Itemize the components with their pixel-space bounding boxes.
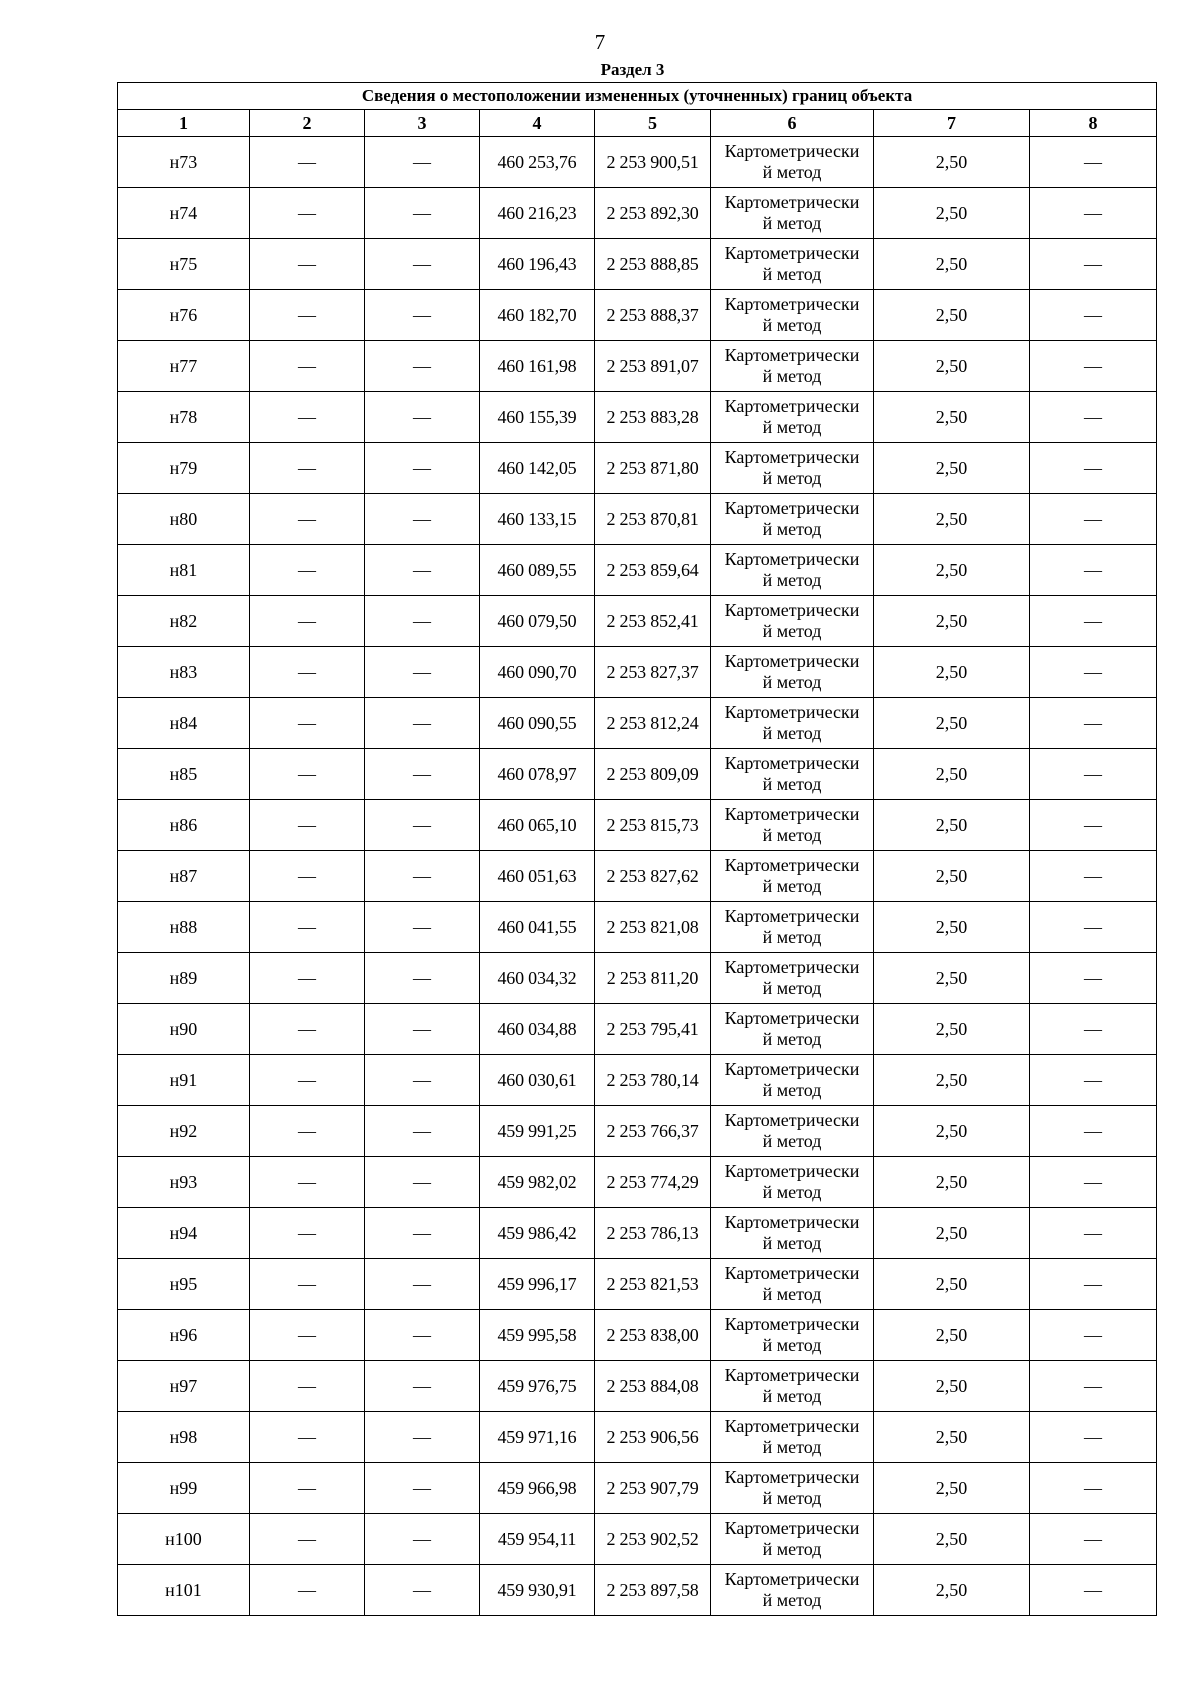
- x-coordinate-cell: 459 966,98: [480, 1463, 595, 1514]
- empty-dash-cell: —: [365, 341, 480, 392]
- empty-dash-cell: —: [1030, 1208, 1157, 1259]
- table-row: [118, 188, 1157, 239]
- empty-dash-cell: —: [1030, 1463, 1157, 1514]
- accuracy-cell: 2,50: [874, 1208, 1030, 1259]
- empty-dash-cell: —: [250, 647, 365, 698]
- empty-dash-cell: —: [365, 290, 480, 341]
- empty-dash-cell: —: [365, 1259, 480, 1310]
- table-row: [118, 698, 1157, 749]
- empty-dash-cell: —: [1030, 137, 1157, 188]
- method-cell: Картометрически й метод: [711, 392, 874, 443]
- y-coordinate-cell: 2 253 827,37: [595, 647, 711, 698]
- point-name-cell: н85: [118, 749, 250, 800]
- point-name-cell: н89: [118, 953, 250, 1004]
- table-row: [118, 851, 1157, 902]
- table-body: [118, 137, 1157, 1616]
- x-coordinate-cell: 460 051,63: [480, 851, 595, 902]
- accuracy-cell: 2,50: [874, 341, 1030, 392]
- accuracy-cell: 2,50: [874, 137, 1030, 188]
- method-cell: Картометрически й метод: [711, 1565, 874, 1616]
- empty-dash-cell: —: [1030, 341, 1157, 392]
- x-coordinate-cell: 459 971,16: [480, 1412, 595, 1463]
- method-cell: Картометрически й метод: [711, 851, 874, 902]
- accuracy-cell: 2,50: [874, 851, 1030, 902]
- method-cell: Картометрически й метод: [711, 800, 874, 851]
- method-cell: Картометрически й метод: [711, 1208, 874, 1259]
- y-coordinate-cell: 2 253 774,29: [595, 1157, 711, 1208]
- y-coordinate-cell: 2 253 821,53: [595, 1259, 711, 1310]
- point-name-cell: н74: [118, 188, 250, 239]
- accuracy-cell: 2,50: [874, 596, 1030, 647]
- table-row: [118, 1208, 1157, 1259]
- empty-dash-cell: —: [365, 545, 480, 596]
- point-name-cell: н97: [118, 1361, 250, 1412]
- empty-dash-cell: —: [365, 1412, 480, 1463]
- point-name-cell: н75: [118, 239, 250, 290]
- empty-dash-cell: —: [365, 1004, 480, 1055]
- empty-dash-cell: —: [365, 392, 480, 443]
- accuracy-cell: 2,50: [874, 1361, 1030, 1412]
- point-name-cell: н100: [118, 1514, 250, 1565]
- table-row: [118, 1157, 1157, 1208]
- empty-dash-cell: —: [250, 851, 365, 902]
- empty-dash-cell: —: [365, 596, 480, 647]
- empty-dash-cell: —: [365, 1310, 480, 1361]
- y-coordinate-cell: 2 253 827,62: [595, 851, 711, 902]
- method-cell: Картометрически й метод: [711, 443, 874, 494]
- table-row: [118, 902, 1157, 953]
- point-name-cell: н95: [118, 1259, 250, 1310]
- point-name-cell: н78: [118, 392, 250, 443]
- empty-dash-cell: —: [365, 1514, 480, 1565]
- x-coordinate-cell: 459 986,42: [480, 1208, 595, 1259]
- method-cell: Картометрически й метод: [711, 1412, 874, 1463]
- accuracy-cell: 2,50: [874, 1157, 1030, 1208]
- x-coordinate-cell: 460 142,05: [480, 443, 595, 494]
- empty-dash-cell: —: [1030, 545, 1157, 596]
- accuracy-cell: 2,50: [874, 1412, 1030, 1463]
- method-cell: Картометрически й метод: [711, 239, 874, 290]
- method-cell: Картометрически й метод: [711, 596, 874, 647]
- x-coordinate-cell: 460 155,39: [480, 392, 595, 443]
- method-cell: Картометрически й метод: [711, 188, 874, 239]
- empty-dash-cell: —: [1030, 1004, 1157, 1055]
- table-row: [118, 749, 1157, 800]
- y-coordinate-cell: 2 253 812,24: [595, 698, 711, 749]
- empty-dash-cell: —: [250, 290, 365, 341]
- x-coordinate-cell: 460 090,55: [480, 698, 595, 749]
- empty-dash-cell: —: [1030, 1106, 1157, 1157]
- empty-dash-cell: —: [365, 1565, 480, 1616]
- empty-dash-cell: —: [1030, 698, 1157, 749]
- method-cell: Картометрически й метод: [711, 647, 874, 698]
- y-coordinate-cell: 2 253 884,08: [595, 1361, 711, 1412]
- x-coordinate-cell: 460 034,88: [480, 1004, 595, 1055]
- accuracy-cell: 2,50: [874, 1565, 1030, 1616]
- point-name-cell: н80: [118, 494, 250, 545]
- x-coordinate-cell: 459 995,58: [480, 1310, 595, 1361]
- table-row: [118, 443, 1157, 494]
- table-row: [118, 1463, 1157, 1514]
- y-coordinate-cell: 2 253 891,07: [595, 341, 711, 392]
- empty-dash-cell: —: [1030, 1310, 1157, 1361]
- empty-dash-cell: —: [365, 137, 480, 188]
- method-cell: Картометрически й метод: [711, 341, 874, 392]
- y-coordinate-cell: 2 253 870,81: [595, 494, 711, 545]
- point-name-cell: н90: [118, 1004, 250, 1055]
- method-cell: Картометрически й метод: [711, 290, 874, 341]
- point-name-cell: н91: [118, 1055, 250, 1106]
- empty-dash-cell: —: [365, 1208, 480, 1259]
- table-row: [118, 1565, 1157, 1616]
- y-coordinate-cell: 2 253 906,56: [595, 1412, 711, 1463]
- empty-dash-cell: —: [250, 1310, 365, 1361]
- empty-dash-cell: —: [365, 851, 480, 902]
- point-name-cell: н99: [118, 1463, 250, 1514]
- column-number: 7: [874, 110, 1030, 137]
- point-name-cell: н101: [118, 1565, 250, 1616]
- x-coordinate-cell: 460 090,70: [480, 647, 595, 698]
- page-number: 7: [594, 30, 606, 54]
- x-coordinate-cell: 459 991,25: [480, 1106, 595, 1157]
- point-name-cell: н73: [118, 137, 250, 188]
- point-name-cell: н98: [118, 1412, 250, 1463]
- empty-dash-cell: —: [250, 392, 365, 443]
- empty-dash-cell: —: [365, 698, 480, 749]
- empty-dash-cell: —: [250, 545, 365, 596]
- table-row: [118, 1055, 1157, 1106]
- empty-dash-cell: —: [250, 1565, 365, 1616]
- accuracy-cell: 2,50: [874, 545, 1030, 596]
- empty-dash-cell: —: [365, 749, 480, 800]
- accuracy-cell: 2,50: [874, 188, 1030, 239]
- x-coordinate-cell: 459 976,75: [480, 1361, 595, 1412]
- accuracy-cell: 2,50: [874, 392, 1030, 443]
- empty-dash-cell: —: [365, 1157, 480, 1208]
- y-coordinate-cell: 2 253 795,41: [595, 1004, 711, 1055]
- section-title: Раздел 3: [600, 60, 665, 79]
- empty-dash-cell: —: [1030, 494, 1157, 545]
- point-name-cell: н87: [118, 851, 250, 902]
- empty-dash-cell: —: [1030, 902, 1157, 953]
- empty-dash-cell: —: [365, 1361, 480, 1412]
- empty-dash-cell: —: [365, 953, 480, 1004]
- y-coordinate-cell: 2 253 892,30: [595, 188, 711, 239]
- y-coordinate-cell: 2 253 809,09: [595, 749, 711, 800]
- empty-dash-cell: —: [1030, 1565, 1157, 1616]
- x-coordinate-cell: 460 030,61: [480, 1055, 595, 1106]
- y-coordinate-cell: 2 253 766,37: [595, 1106, 711, 1157]
- empty-dash-cell: —: [250, 596, 365, 647]
- empty-dash-cell: —: [250, 698, 365, 749]
- x-coordinate-cell: 459 982,02: [480, 1157, 595, 1208]
- accuracy-cell: 2,50: [874, 239, 1030, 290]
- empty-dash-cell: —: [365, 647, 480, 698]
- empty-dash-cell: —: [1030, 1259, 1157, 1310]
- method-cell: Картометрически й метод: [711, 1259, 874, 1310]
- method-cell: Картометрически й метод: [711, 1514, 874, 1565]
- empty-dash-cell: —: [250, 1055, 365, 1106]
- empty-dash-cell: —: [365, 1463, 480, 1514]
- point-name-cell: н77: [118, 341, 250, 392]
- table-row: [118, 1514, 1157, 1565]
- empty-dash-cell: —: [1030, 953, 1157, 1004]
- y-coordinate-cell: 2 253 883,28: [595, 392, 711, 443]
- accuracy-cell: 2,50: [874, 800, 1030, 851]
- method-cell: Картометрически й метод: [711, 1157, 874, 1208]
- y-coordinate-cell: 2 253 888,85: [595, 239, 711, 290]
- empty-dash-cell: —: [365, 443, 480, 494]
- empty-dash-cell: —: [250, 1157, 365, 1208]
- empty-dash-cell: —: [1030, 1412, 1157, 1463]
- empty-dash-cell: —: [365, 494, 480, 545]
- accuracy-cell: 2,50: [874, 494, 1030, 545]
- table-row: [118, 1106, 1157, 1157]
- empty-dash-cell: —: [250, 1259, 365, 1310]
- point-name-cell: н84: [118, 698, 250, 749]
- column-number: 3: [365, 110, 480, 137]
- x-coordinate-cell: 460 079,50: [480, 596, 595, 647]
- method-cell: Картометрически й метод: [711, 545, 874, 596]
- method-cell: Картометрически й метод: [711, 1310, 874, 1361]
- empty-dash-cell: —: [250, 953, 365, 1004]
- accuracy-cell: 2,50: [874, 1514, 1030, 1565]
- boundary-coordinates-table: [117, 82, 1157, 1616]
- empty-dash-cell: —: [250, 239, 365, 290]
- empty-dash-cell: —: [1030, 851, 1157, 902]
- accuracy-cell: 2,50: [874, 698, 1030, 749]
- x-coordinate-cell: 459 954,11: [480, 1514, 595, 1565]
- y-coordinate-cell: 2 253 786,13: [595, 1208, 711, 1259]
- y-coordinate-cell: 2 253 838,00: [595, 1310, 711, 1361]
- accuracy-cell: 2,50: [874, 1004, 1030, 1055]
- x-coordinate-cell: 460 253,76: [480, 137, 595, 188]
- table-row: [118, 545, 1157, 596]
- empty-dash-cell: —: [1030, 188, 1157, 239]
- empty-dash-cell: —: [250, 1106, 365, 1157]
- empty-dash-cell: —: [365, 239, 480, 290]
- table-row: [118, 953, 1157, 1004]
- empty-dash-cell: —: [250, 1514, 365, 1565]
- method-cell: Картометрически й метод: [711, 953, 874, 1004]
- accuracy-cell: 2,50: [874, 1310, 1030, 1361]
- x-coordinate-cell: 460 041,55: [480, 902, 595, 953]
- x-coordinate-cell: 460 065,10: [480, 800, 595, 851]
- y-coordinate-cell: 2 253 852,41: [595, 596, 711, 647]
- column-number: 5: [595, 110, 711, 137]
- y-coordinate-cell: 2 253 907,79: [595, 1463, 711, 1514]
- point-name-cell: н76: [118, 290, 250, 341]
- accuracy-cell: 2,50: [874, 1106, 1030, 1157]
- method-cell: Картометрически й метод: [711, 902, 874, 953]
- table-row: [118, 1412, 1157, 1463]
- empty-dash-cell: —: [250, 749, 365, 800]
- x-coordinate-cell: 460 133,15: [480, 494, 595, 545]
- column-number: 4: [480, 110, 595, 137]
- x-coordinate-cell: 460 034,32: [480, 953, 595, 1004]
- empty-dash-cell: —: [1030, 596, 1157, 647]
- empty-dash-cell: —: [365, 188, 480, 239]
- column-number: 1: [118, 110, 250, 137]
- table-row: [118, 647, 1157, 698]
- column-number: 6: [711, 110, 874, 137]
- point-name-cell: н88: [118, 902, 250, 953]
- y-coordinate-cell: 2 253 815,73: [595, 800, 711, 851]
- table-row: [118, 800, 1157, 851]
- empty-dash-cell: —: [250, 1361, 365, 1412]
- x-coordinate-cell: 459 930,91: [480, 1565, 595, 1616]
- table-row: [118, 392, 1157, 443]
- y-coordinate-cell: 2 253 859,64: [595, 545, 711, 596]
- accuracy-cell: 2,50: [874, 749, 1030, 800]
- empty-dash-cell: —: [250, 341, 365, 392]
- point-name-cell: н83: [118, 647, 250, 698]
- empty-dash-cell: —: [1030, 1514, 1157, 1565]
- method-cell: Картометрически й метод: [711, 698, 874, 749]
- empty-dash-cell: —: [1030, 392, 1157, 443]
- x-coordinate-cell: 460 161,98: [480, 341, 595, 392]
- empty-dash-cell: —: [250, 1004, 365, 1055]
- empty-dash-cell: —: [250, 137, 365, 188]
- empty-dash-cell: —: [250, 1208, 365, 1259]
- x-coordinate-cell: 460 196,43: [480, 239, 595, 290]
- empty-dash-cell: —: [1030, 1361, 1157, 1412]
- empty-dash-cell: —: [250, 1463, 365, 1514]
- point-name-cell: н86: [118, 800, 250, 851]
- table-caption: Сведения о местоположении измененных (уточненных) границ объекта: [118, 83, 1157, 110]
- empty-dash-cell: —: [1030, 800, 1157, 851]
- y-coordinate-cell: 2 253 871,80: [595, 443, 711, 494]
- y-coordinate-cell: 2 253 811,20: [595, 953, 711, 1004]
- method-cell: Картометрически й метод: [711, 749, 874, 800]
- accuracy-cell: 2,50: [874, 1055, 1030, 1106]
- empty-dash-cell: —: [1030, 749, 1157, 800]
- empty-dash-cell: —: [1030, 239, 1157, 290]
- point-name-cell: н82: [118, 596, 250, 647]
- x-coordinate-cell: 460 078,97: [480, 749, 595, 800]
- point-name-cell: н94: [118, 1208, 250, 1259]
- method-cell: Картометрически й метод: [711, 494, 874, 545]
- accuracy-cell: 2,50: [874, 953, 1030, 1004]
- accuracy-cell: 2,50: [874, 1463, 1030, 1514]
- table-row: [118, 1259, 1157, 1310]
- empty-dash-cell: —: [365, 1055, 480, 1106]
- empty-dash-cell: —: [1030, 1157, 1157, 1208]
- empty-dash-cell: —: [365, 800, 480, 851]
- empty-dash-cell: —: [1030, 290, 1157, 341]
- empty-dash-cell: —: [250, 443, 365, 494]
- column-number-row: [118, 110, 1157, 137]
- empty-dash-cell: —: [1030, 1055, 1157, 1106]
- empty-dash-cell: —: [365, 902, 480, 953]
- accuracy-cell: 2,50: [874, 647, 1030, 698]
- column-number: 8: [1030, 110, 1157, 137]
- method-cell: Картометрически й метод: [711, 1004, 874, 1055]
- method-cell: Картометрически й метод: [711, 1055, 874, 1106]
- accuracy-cell: 2,50: [874, 290, 1030, 341]
- table-row: [118, 1310, 1157, 1361]
- accuracy-cell: 2,50: [874, 1259, 1030, 1310]
- table-row: [118, 137, 1157, 188]
- empty-dash-cell: —: [1030, 443, 1157, 494]
- accuracy-cell: 2,50: [874, 443, 1030, 494]
- x-coordinate-cell: 460 216,23: [480, 188, 595, 239]
- empty-dash-cell: —: [250, 902, 365, 953]
- accuracy-cell: 2,50: [874, 902, 1030, 953]
- table-row: [118, 239, 1157, 290]
- point-name-cell: н96: [118, 1310, 250, 1361]
- x-coordinate-cell: 460 182,70: [480, 290, 595, 341]
- table-row: [118, 341, 1157, 392]
- table-row: [118, 1004, 1157, 1055]
- y-coordinate-cell: 2 253 897,58: [595, 1565, 711, 1616]
- point-name-cell: н81: [118, 545, 250, 596]
- y-coordinate-cell: 2 253 900,51: [595, 137, 711, 188]
- empty-dash-cell: —: [250, 188, 365, 239]
- y-coordinate-cell: 2 253 821,08: [595, 902, 711, 953]
- column-number: 2: [250, 110, 365, 137]
- x-coordinate-cell: 460 089,55: [480, 545, 595, 596]
- method-cell: Картометрически й метод: [711, 137, 874, 188]
- empty-dash-cell: —: [250, 1412, 365, 1463]
- point-name-cell: н92: [118, 1106, 250, 1157]
- x-coordinate-cell: 459 996,17: [480, 1259, 595, 1310]
- table-row: [118, 596, 1157, 647]
- method-cell: Картометрически й метод: [711, 1361, 874, 1412]
- method-cell: Картометрически й метод: [711, 1463, 874, 1514]
- table-row: [118, 1361, 1157, 1412]
- empty-dash-cell: —: [365, 1106, 480, 1157]
- point-name-cell: н93: [118, 1157, 250, 1208]
- method-cell: Картометрически й метод: [711, 1106, 874, 1157]
- y-coordinate-cell: 2 253 780,14: [595, 1055, 711, 1106]
- empty-dash-cell: —: [1030, 647, 1157, 698]
- empty-dash-cell: —: [250, 494, 365, 545]
- table-row: [118, 494, 1157, 545]
- y-coordinate-cell: 2 253 902,52: [595, 1514, 711, 1565]
- point-name-cell: н79: [118, 443, 250, 494]
- empty-dash-cell: —: [250, 800, 365, 851]
- table-row: [118, 290, 1157, 341]
- y-coordinate-cell: 2 253 888,37: [595, 290, 711, 341]
